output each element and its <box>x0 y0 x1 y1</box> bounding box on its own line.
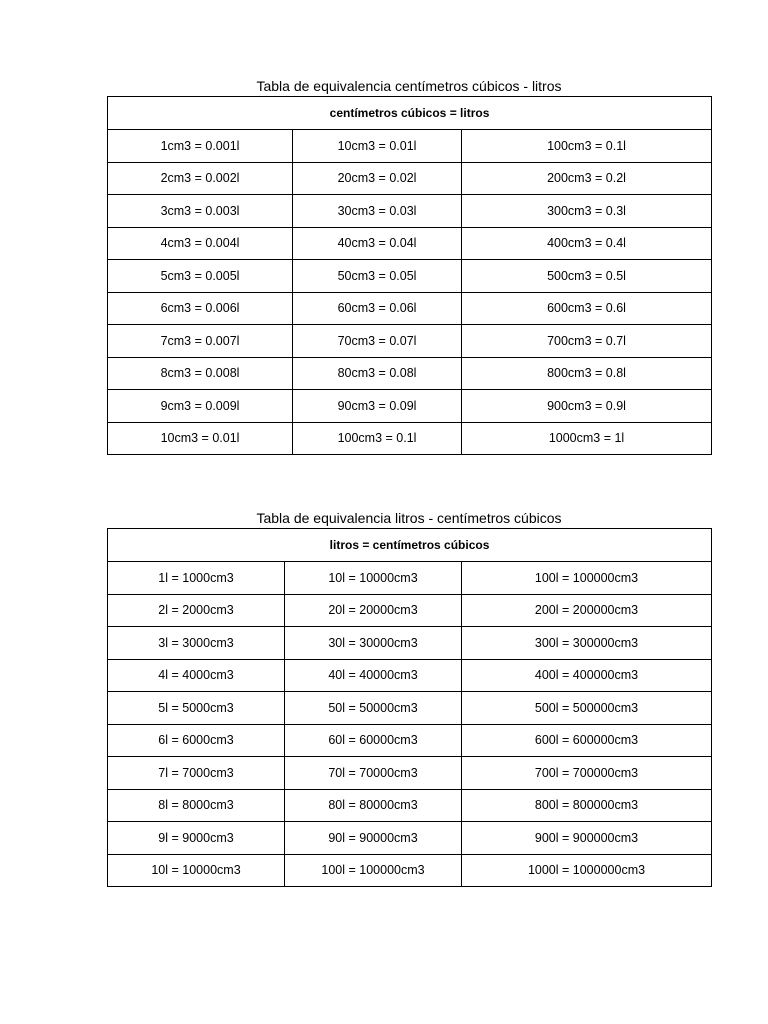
table-cell: 80cm3 = 0.08l <box>293 357 462 390</box>
table-header-row <box>108 97 712 130</box>
cm3-to-liters-table <box>107 96 712 455</box>
table-row <box>108 692 712 725</box>
table-cell: 30cm3 = 0.03l <box>293 195 462 228</box>
table-cell: 5l = 5000cm3 <box>108 692 285 725</box>
table-cell: 900cm3 = 0.9l <box>462 390 712 423</box>
table-cell: 10l = 10000cm3 <box>285 562 462 595</box>
table-cell: 600cm3 = 0.6l <box>462 292 712 325</box>
table-cell: 90cm3 = 0.09l <box>293 390 462 423</box>
table-cell: 10cm3 = 0.01l <box>293 130 462 163</box>
table-cell: 60l = 60000cm3 <box>285 724 462 757</box>
table-cell: 100cm3 = 0.1l <box>462 130 712 163</box>
table-cell: 1l = 1000cm3 <box>108 562 285 595</box>
table-body <box>108 130 712 455</box>
table-row <box>108 757 712 790</box>
table-cell: 700l = 700000cm3 <box>462 757 712 790</box>
table-cell: 10l = 10000cm3 <box>108 854 285 887</box>
table-row <box>108 325 712 358</box>
table-cell: 9l = 9000cm3 <box>108 822 285 855</box>
table-cell: 200l = 200000cm3 <box>462 594 712 627</box>
table-cell: 10cm3 = 0.01l <box>108 422 293 455</box>
table-cell: 40l = 40000cm3 <box>285 659 462 692</box>
table-cell: 9cm3 = 0.009l <box>108 390 293 423</box>
table-cell: 30l = 30000cm3 <box>285 627 462 660</box>
table-cell: 6cm3 = 0.006l <box>108 292 293 325</box>
table-cell: 2l = 2000cm3 <box>108 594 285 627</box>
table-cell: 700cm3 = 0.7l <box>462 325 712 358</box>
table-cell: 40cm3 = 0.04l <box>293 227 462 260</box>
table-cell: 20l = 20000cm3 <box>285 594 462 627</box>
table-cell: 2cm3 = 0.002l <box>108 162 293 195</box>
table-cell: 300l = 300000cm3 <box>462 627 712 660</box>
table-row <box>108 390 712 423</box>
table-cell: 500cm3 = 0.5l <box>462 260 712 293</box>
table-cell: 1cm3 = 0.001l <box>108 130 293 163</box>
table-body <box>108 562 712 887</box>
table-row <box>108 659 712 692</box>
table-row <box>108 822 712 855</box>
table-header-row <box>108 529 712 562</box>
table-caption: Tabla de equivalencia centímetros cúbicos - litros <box>256 78 562 94</box>
table-cell: 80l = 80000cm3 <box>285 789 462 822</box>
table-row <box>108 227 712 260</box>
table-cell: 6l = 6000cm3 <box>108 724 285 757</box>
table-cell: 400cm3 = 0.4l <box>462 227 712 260</box>
table-cell: 60cm3 = 0.06l <box>293 292 462 325</box>
table-cell: 100l = 100000cm3 <box>462 562 712 595</box>
table-row <box>108 162 712 195</box>
table-cell: 3l = 3000cm3 <box>108 627 285 660</box>
table-cell: 300cm3 = 0.3l <box>462 195 712 228</box>
table-cell: 1000cm3 = 1l <box>462 422 712 455</box>
table-row <box>108 357 712 390</box>
table-row <box>108 724 712 757</box>
table-row <box>108 422 712 455</box>
table-cell: 3cm3 = 0.003l <box>108 195 293 228</box>
table-cell: 50cm3 = 0.05l <box>293 260 462 293</box>
table-cell: 70cm3 = 0.07l <box>293 325 462 358</box>
table-row <box>108 292 712 325</box>
table-row <box>108 130 712 163</box>
table-row <box>108 789 712 822</box>
table-cell: 100cm3 = 0.1l <box>293 422 462 455</box>
table-cell: 5cm3 = 0.005l <box>108 260 293 293</box>
table-caption: Tabla de equivalencia litros - centímetros cúbicos <box>256 510 562 526</box>
liters-to-cm3-section <box>107 509 711 887</box>
table-cell: 8l = 8000cm3 <box>108 789 285 822</box>
table-cell: 900l = 900000cm3 <box>462 822 712 855</box>
cm3-to-liters-section <box>107 77 711 455</box>
table-row <box>108 562 712 595</box>
table-cell: 500l = 500000cm3 <box>462 692 712 725</box>
table-cell: 70l = 70000cm3 <box>285 757 462 790</box>
table-cell: 8cm3 = 0.008l <box>108 357 293 390</box>
table-row <box>108 594 712 627</box>
table-row <box>108 627 712 660</box>
table-header: litros = centímetros cúbicos <box>108 529 712 562</box>
table-cell: 800l = 800000cm3 <box>462 789 712 822</box>
table-header: centímetros cúbicos = litros <box>108 97 712 130</box>
table-cell: 4cm3 = 0.004l <box>108 227 293 260</box>
table-row <box>108 854 712 887</box>
liters-to-cm3-table <box>107 528 712 887</box>
table-cell: 100l = 100000cm3 <box>285 854 462 887</box>
table-cell: 1000l = 1000000cm3 <box>462 854 712 887</box>
table-cell: 50l = 50000cm3 <box>285 692 462 725</box>
table-cell: 800cm3 = 0.8l <box>462 357 712 390</box>
table-cell: 90l = 90000cm3 <box>285 822 462 855</box>
table-cell: 7cm3 = 0.007l <box>108 325 293 358</box>
table-cell: 20cm3 = 0.02l <box>293 162 462 195</box>
table-cell: 4l = 4000cm3 <box>108 659 285 692</box>
table-cell: 600l = 600000cm3 <box>462 724 712 757</box>
table-row <box>108 260 712 293</box>
table-cell: 7l = 7000cm3 <box>108 757 285 790</box>
table-cell: 200cm3 = 0.2l <box>462 162 712 195</box>
table-row <box>108 195 712 228</box>
table-cell: 400l = 400000cm3 <box>462 659 712 692</box>
